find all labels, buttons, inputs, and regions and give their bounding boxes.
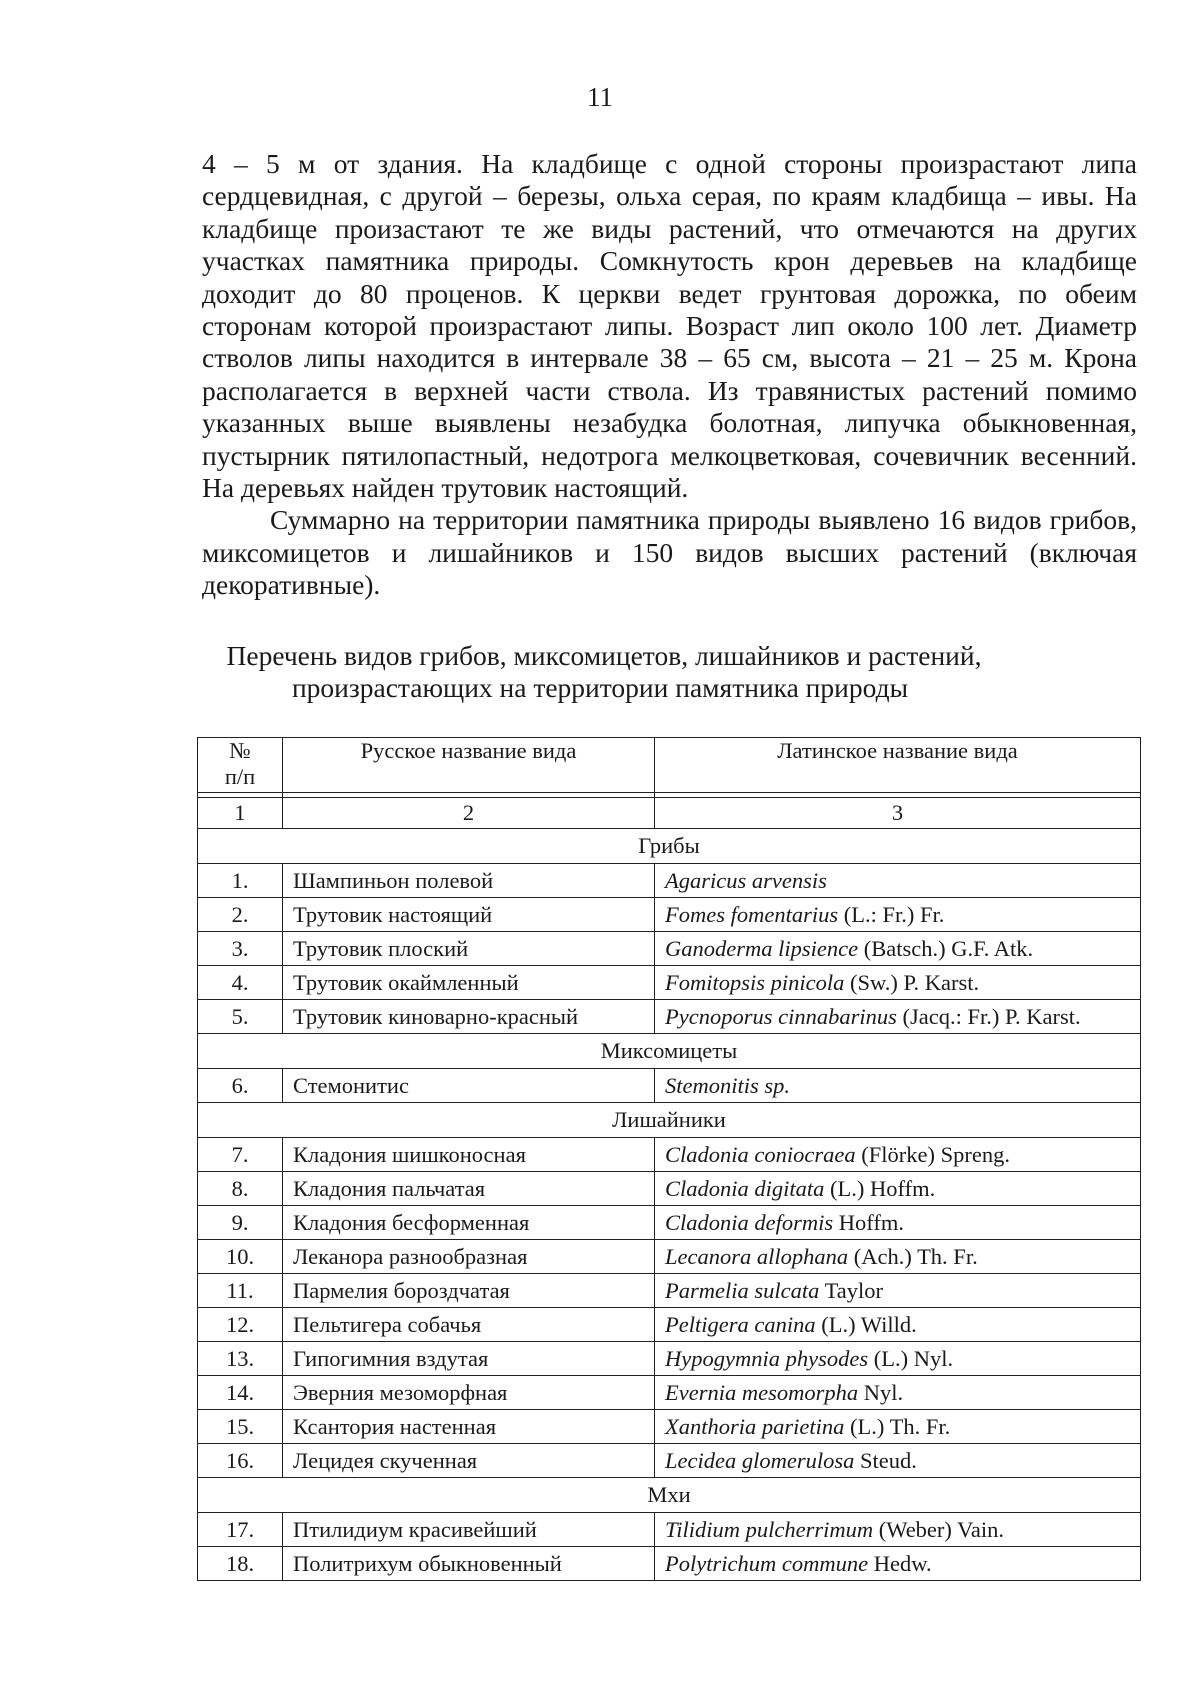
latin-genus-species: Hypogymnia physodes	[665, 1346, 869, 1371]
table-row	[198, 1000, 1141, 1034]
row-number: 11.	[198, 1274, 283, 1308]
russian-name: Леканора разнообразная	[283, 1240, 655, 1274]
latin-name	[655, 1274, 1141, 1308]
latin-name	[655, 1376, 1141, 1410]
latin-author: (L.) Th. Fr.	[850, 1414, 951, 1439]
table-body	[198, 793, 1141, 1581]
russian-name: Кладония бесформенная	[283, 1206, 655, 1240]
latin-author: Hedw.	[873, 1551, 932, 1576]
latin-author: (Ach.) Th. Fr.	[853, 1244, 978, 1269]
row-number: 10.	[198, 1240, 283, 1274]
latin-name	[655, 898, 1141, 932]
latin-author: Nyl.	[863, 1380, 904, 1405]
russian-name: Птилидиум красивейший	[283, 1513, 655, 1547]
russian-name: Пельтигера собачья	[283, 1308, 655, 1342]
table-row	[198, 1410, 1141, 1444]
row-number: 3.	[198, 932, 283, 966]
header-ru: Русское название вида	[283, 738, 655, 793]
russian-name: Эверния мезоморфная	[283, 1376, 655, 1410]
header-num	[198, 738, 283, 793]
russian-name: Кладония шишконосная	[283, 1138, 655, 1172]
latin-name	[655, 1240, 1141, 1274]
paragraph: Суммарно на территории памятника природы выявлено 16 видов грибов, миксомицетов и лишайников и 150 видов высших растений (включая декоративные).	[202, 504, 1137, 601]
column-number-row	[198, 798, 1141, 829]
latin-name	[655, 1513, 1141, 1547]
latin-name	[655, 966, 1141, 1000]
latin-genus-species: Lecanora allophana	[665, 1244, 849, 1269]
latin-author: (Sw.) P. Karst.	[850, 970, 980, 995]
latin-genus-species: Peltigera canina	[665, 1312, 816, 1337]
row-number: 4.	[198, 966, 283, 1000]
latin-name	[655, 1410, 1141, 1444]
latin-name	[655, 1206, 1141, 1240]
latin-name	[655, 1547, 1141, 1581]
russian-name: Гипогимния вздутая	[283, 1342, 655, 1376]
latin-genus-species: Fomes fomentarius	[665, 902, 839, 927]
russian-name: Лецидея скученная	[283, 1444, 655, 1478]
latin-genus-species: Xanthoria parietina	[665, 1414, 845, 1439]
latin-genus-species: Agaricus arvensis	[665, 868, 827, 893]
body-text	[202, 148, 1137, 602]
latin-genus-species: Polytrichum commune	[665, 1551, 869, 1576]
latin-name	[655, 864, 1141, 898]
latin-name	[655, 1444, 1141, 1478]
table-title-line: произрастающих на территории памятника природы	[291, 672, 909, 703]
table-row	[198, 1206, 1141, 1240]
russian-name: Трутовик окаймленный	[283, 966, 655, 1000]
section-row	[198, 1034, 1141, 1069]
table-row	[198, 966, 1141, 1000]
page-number: 11	[587, 82, 613, 112]
latin-author: (Weber) Vain.	[878, 1517, 1004, 1542]
latin-genus-species: Tilidium pulcherrimum	[665, 1517, 874, 1542]
latin-genus-species: Cladonia deformis	[665, 1210, 834, 1235]
table-row	[198, 898, 1141, 932]
russian-name: Политрихум обыкновенный	[283, 1547, 655, 1581]
latin-genus-species: Cladonia coniocraea	[665, 1142, 856, 1167]
column-number: 2	[283, 798, 655, 829]
paragraph: 4 – 5 м от здания. На кладбище с одной стороны произрастают липа сердцевидная, с другой – березы, ольха серая, по краям кладбища – ивы. На кладбище произастают те же виды растений, что отмечаются на других участках памятника природы. Сомкнутость крон деревьев на кладбище доходит до 80 проценов. К церкви ведет грунтовая дорожка, по обеим сторонам которой произрастают липы. Возраст лип около 100 лет. Диаметр стволов липы находится в интервале 38 – 65 см, высота – 21 – 25 м. Крона располагается в верхней части ствола. Из травянистых растений помимо указанных выше выявлены незабудка болотная, липучка обыкновенная, пустырник пятилопастный, недотрога мелкоцветковая, сочевичник весенний. На деревьях найден трутовик настоящий.	[202, 148, 1137, 504]
russian-name: Кладония пальчатая	[283, 1172, 655, 1206]
latin-author: (L.) Nyl.	[873, 1346, 954, 1371]
latin-genus-species: Fomitopsis pinicola	[665, 970, 845, 995]
latin-name	[655, 1308, 1141, 1342]
table-row	[198, 932, 1141, 966]
row-number: 5.	[198, 1000, 283, 1034]
latin-genus-species: Ganoderma lipsience	[665, 936, 859, 961]
table-row	[198, 1513, 1141, 1547]
table-title-line: Перечень видов грибов, миксомицетов, лишайников и растений,	[226, 640, 982, 671]
latin-name	[655, 1172, 1141, 1206]
header-num-symbol: №	[229, 738, 251, 763]
row-number: 15.	[198, 1410, 283, 1444]
latin-author: (Jacq.: Fr.) P. Karst.	[902, 1004, 1081, 1029]
section-title: Мхи	[198, 1478, 1141, 1513]
species-table	[197, 737, 1141, 1581]
table-title	[0, 640, 1200, 704]
row-number: 14.	[198, 1376, 283, 1410]
latin-genus-species: Pycnoporus cinnabarinus	[665, 1004, 897, 1029]
section-title: Лишайники	[198, 1103, 1141, 1138]
row-number: 6.	[198, 1069, 283, 1103]
row-number: 1.	[198, 864, 283, 898]
table-row	[198, 1308, 1141, 1342]
russian-name: Шампиньон полевой	[283, 864, 655, 898]
latin-author: (Batsch.) G.F. Atk.	[863, 936, 1034, 961]
table-row	[198, 1547, 1141, 1581]
russian-name: Стемонитис	[283, 1069, 655, 1103]
latin-author: (L.) Hoffm.	[830, 1176, 936, 1201]
latin-author: (L.: Fr.) Fr.	[843, 902, 945, 927]
latin-genus-species: Lecidea glomerulosa	[665, 1448, 855, 1473]
latin-author: (Flörke) Spreng.	[861, 1142, 1010, 1167]
table-row	[198, 1342, 1141, 1376]
row-number: 12.	[198, 1308, 283, 1342]
latin-name	[655, 1000, 1141, 1034]
section-row	[198, 1478, 1141, 1513]
row-number: 13.	[198, 1342, 283, 1376]
section-title: Миксомицеты	[198, 1034, 1141, 1069]
section-row	[198, 829, 1141, 864]
russian-name: Ксантория настенная	[283, 1410, 655, 1444]
column-number: 3	[655, 798, 1141, 829]
latin-author: Hoffm.	[838, 1210, 904, 1235]
table-row	[198, 1240, 1141, 1274]
russian-name: Трутовик киноварно-красный	[283, 1000, 655, 1034]
latin-genus-species: Evernia mesomorpha	[665, 1380, 859, 1405]
table-row	[198, 1444, 1141, 1478]
latin-name	[655, 1342, 1141, 1376]
table-row	[198, 1069, 1141, 1103]
latin-genus-species: Parmelia sulcata	[665, 1278, 820, 1303]
header-lat: Латинское название вида	[655, 738, 1141, 793]
russian-name: Пармелия бороздчатая	[283, 1274, 655, 1308]
table-row	[198, 864, 1141, 898]
table-row	[198, 1376, 1141, 1410]
latin-author: Taylor	[824, 1278, 883, 1303]
latin-name	[655, 932, 1141, 966]
table-row	[198, 1172, 1141, 1206]
section-row	[198, 1103, 1141, 1138]
row-number: 9.	[198, 1206, 283, 1240]
table-row	[198, 1274, 1141, 1308]
row-number: 8.	[198, 1172, 283, 1206]
table-row	[198, 1138, 1141, 1172]
table-header-row	[198, 738, 1141, 793]
russian-name: Трутовик настоящий	[283, 898, 655, 932]
latin-author: (L.) Willd.	[821, 1312, 917, 1337]
latin-name	[655, 1069, 1141, 1103]
row-number: 17.	[198, 1513, 283, 1547]
latin-genus-species: Stemonitis sp.	[665, 1073, 791, 1098]
header-num-abbr: п/п	[224, 764, 256, 789]
latin-genus-species: Cladonia digitata	[665, 1176, 825, 1201]
row-number: 18.	[198, 1547, 283, 1581]
row-number: 16.	[198, 1444, 283, 1478]
column-number: 1	[198, 798, 283, 829]
russian-name: Трутовик плоский	[283, 932, 655, 966]
row-number: 7.	[198, 1138, 283, 1172]
latin-author: Steud.	[859, 1448, 917, 1473]
row-number: 2.	[198, 898, 283, 932]
section-title: Грибы	[198, 829, 1141, 864]
latin-name	[655, 1138, 1141, 1172]
